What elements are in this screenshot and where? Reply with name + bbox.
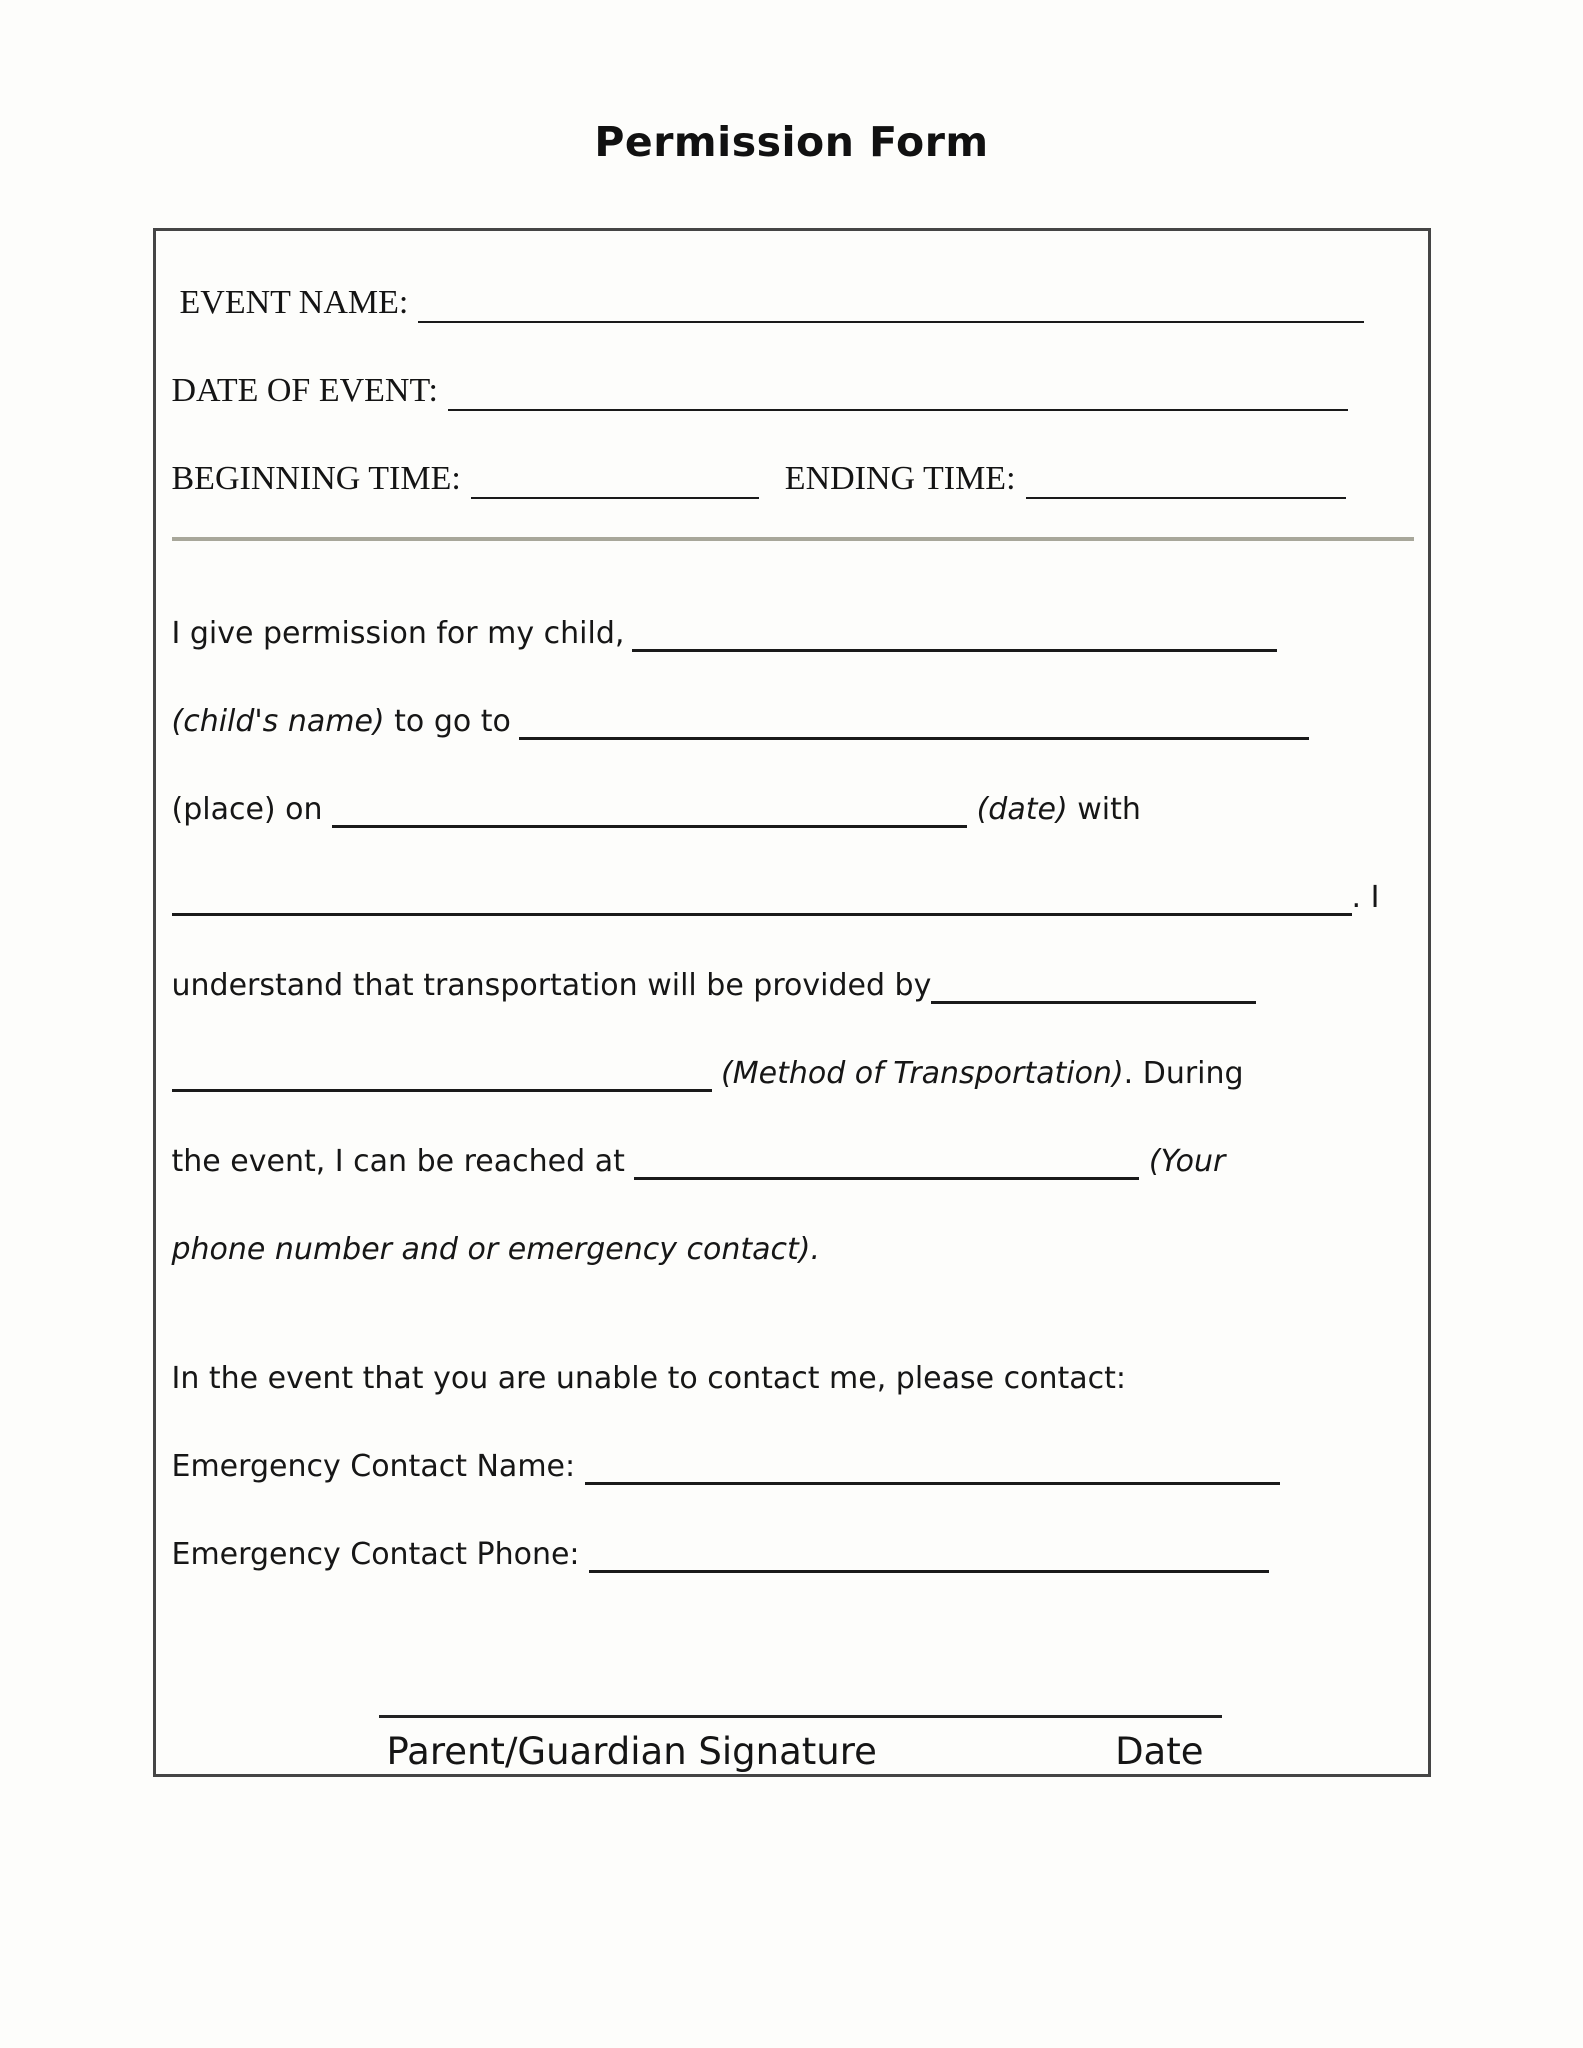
form-line	[172, 1030, 1414, 1118]
date-hint: (date)	[967, 792, 1068, 827]
emergency-contact-phone-field[interactable]	[589, 1570, 1269, 1573]
child-name-field[interactable]	[632, 649, 1277, 652]
form-box	[153, 228, 1431, 1777]
line2-text: to go to	[384, 704, 511, 739]
transport-method-field-1[interactable]	[931, 1001, 1256, 1004]
form-line	[172, 942, 1414, 1030]
ending-time-label: ENDING TIME:	[784, 460, 1016, 497]
form-line	[172, 1423, 1414, 1511]
emergency-contact-name-field[interactable]	[585, 1482, 1280, 1485]
transport-method-hint: (Method of Transportation)	[711, 1056, 1124, 1091]
section-divider	[172, 537, 1414, 541]
form-line	[172, 854, 1414, 942]
line1-text: I give permission for my child,	[171, 616, 625, 651]
transport-method-field-2[interactable]	[172, 1089, 712, 1092]
paragraph-gap	[172, 1294, 1414, 1335]
signature-block	[379, 1715, 1222, 1773]
form-title: Permission Form	[594, 118, 989, 166]
event-date-field[interactable]	[332, 825, 967, 828]
emergency-contact-name-label: Emergency Contact Name:	[171, 1449, 585, 1484]
beginning-time-field[interactable]	[471, 497, 759, 499]
permission-paragraph	[172, 590, 1414, 1599]
form-line	[172, 678, 1414, 766]
signature-captions	[379, 1730, 1222, 1773]
line4-text: . I	[1351, 880, 1380, 915]
phone-hint-start: (Your	[1139, 1144, 1226, 1179]
companion-field[interactable]	[172, 913, 1352, 916]
date-of-event-field[interactable]	[448, 409, 1348, 411]
date-of-event-label: DATE OF EVENT:	[171, 372, 439, 409]
date-label: Date	[1115, 1730, 1204, 1773]
signature-line[interactable]	[379, 1715, 1222, 1718]
form-line	[172, 1206, 1414, 1294]
child-name-hint: (child's name)	[171, 704, 385, 739]
event-name-label: EVENT NAME:	[179, 284, 409, 321]
form-line	[172, 1118, 1414, 1206]
emergency-contact-phone-label: Emergency Contact Phone:	[171, 1537, 590, 1572]
form-line	[172, 766, 1414, 854]
line3-text-2: with	[1067, 792, 1141, 827]
times-row	[172, 435, 1414, 523]
ending-time-field[interactable]	[1026, 497, 1346, 499]
date-of-event-row	[172, 347, 1414, 435]
form-line	[172, 590, 1414, 678]
place-field[interactable]	[519, 737, 1309, 740]
emergency-intro-text: In the event that you are unable to contact me, please contact:	[171, 1361, 1127, 1396]
form-line	[172, 1335, 1414, 1423]
line6-text: . During	[1123, 1056, 1244, 1091]
event-name-row	[172, 259, 1414, 347]
line5-text: understand that transportation will be provided by	[171, 968, 932, 1003]
event-name-field[interactable]	[418, 321, 1364, 323]
phone-field[interactable]	[634, 1177, 1139, 1180]
parent-guardian-signature-label: Parent/Guardian Signature	[386, 1730, 877, 1773]
line7-text: the event, I can be reached at	[171, 1144, 635, 1179]
line3-text: (place) on	[171, 792, 333, 827]
form-line	[172, 1511, 1414, 1599]
phone-hint-end: phone number and or emergency contact).	[171, 1232, 821, 1267]
beginning-time-label: BEGINNING TIME:	[171, 460, 461, 497]
